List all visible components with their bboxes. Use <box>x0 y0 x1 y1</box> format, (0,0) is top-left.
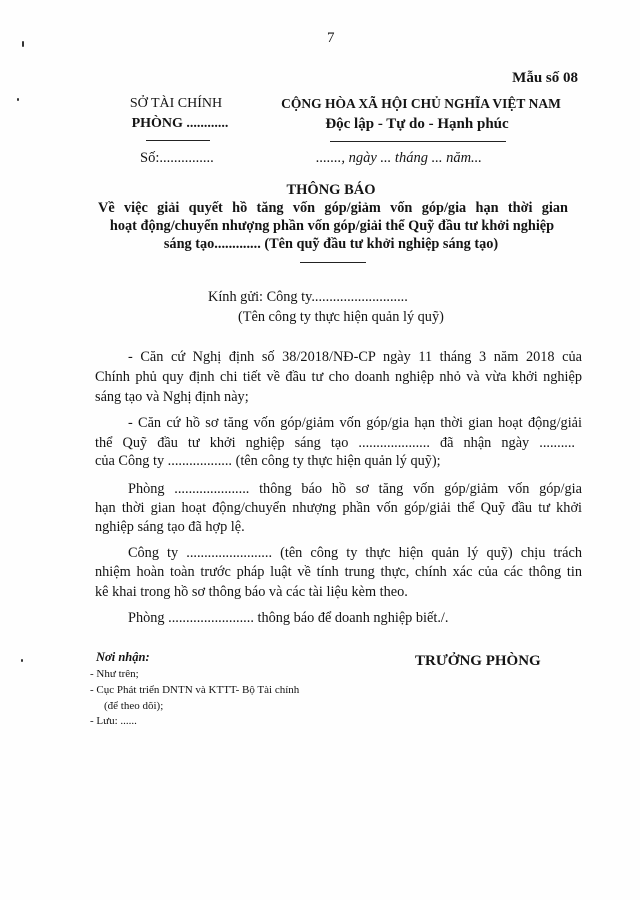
paragraph-line: Chính phủ quy định chi tiết về đầu tư cho doanh nghiệp nhỏ và vừa khởi nghiệp <box>95 369 582 385</box>
scan-speck <box>22 41 24 47</box>
subject-line: sáng tạo............. (Tên quỹ đầu tư khởi nghiệp sáng tạo) <box>163 236 499 252</box>
paragraph-line: Phòng ........................ thông báo để doanh nghiệp biết./. <box>128 610 449 626</box>
paragraph-line: - Căn cứ Nghị định số 38/2018/NĐ-CP ngày 11 tháng 3 năm 2018 của <box>128 349 582 365</box>
paragraph-line: Công ty ........................ (tên công ty thực hiện quản lý quỹ) chịu trách <box>128 545 582 561</box>
agency-name: SỞ TÀI CHÍNH <box>129 96 223 111</box>
recipient-item: - Lưu: ...... <box>90 715 137 727</box>
page-number: 7 <box>327 30 335 46</box>
scan-speck <box>21 659 23 662</box>
national-motto: Độc lập - Tự do - Hạnh phúc <box>325 116 509 132</box>
paragraph-line: nhiệm hoàn toàn trước pháp luật về tính trung thực, chính xác của các thông tin <box>95 564 582 580</box>
paragraph-line: Phòng ..................... thông báo hồ sơ tăng vốn góp/giảm vốn góp/gia <box>128 481 582 497</box>
addressee-note: (Tên công ty thực hiện quản lý quỹ) <box>238 309 444 325</box>
paragraph-line: nghiệp sáng tạo đã hợp lệ. <box>95 519 245 535</box>
subject-line: Về việc giải quyết hồ tăng vốn góp/giảm vốn góp/gia hạn thời gian <box>98 200 568 216</box>
subject-line: hoạt động/chuyển nhượng phần vốn góp/giải thể Quỹ đầu tư khởi nghiệp <box>109 218 555 234</box>
paragraph-line: thể Quỹ đầu tư khởi nghiệp sáng tạo .................... đã nhận ngày .......... <box>95 435 575 451</box>
recipient-item: - Như trên; <box>90 668 139 680</box>
document-heading: THÔNG BÁO <box>286 182 376 198</box>
addressee-line: Kính gửi: Công ty........................... <box>208 289 408 305</box>
document-number: Số:............... <box>140 150 214 166</box>
date-line: ......., ngày ... tháng ... năm... <box>316 150 482 166</box>
country-name: CỘNG HÒA XÃ HỘI CHỦ NGHĨA VIỆT NAM <box>281 96 561 111</box>
recipient-item: (để theo dõi); <box>104 700 164 712</box>
right-header-rule <box>330 141 506 142</box>
recipients-label: Nơi nhận: <box>96 650 150 664</box>
form-number: Mẫu số 08 <box>512 70 578 86</box>
paragraph-line: - Căn cứ hồ sơ tăng vốn góp/giảm vốn góp/gia hạn thời gian hoạt động/giải <box>128 415 582 431</box>
paragraph-line: hạn thời gian hoạt động/chuyển nhượng phần vốn góp/giải thể Quỹ đầu tư khởi <box>95 500 582 516</box>
title-rule <box>300 262 366 263</box>
department-name: PHÒNG ............ <box>131 116 229 131</box>
signature-title: TRƯỞNG PHÒNG <box>415 653 541 669</box>
paragraph-line: kê khai trong hồ sơ thông báo và các tài liệu kèm theo. <box>95 584 408 600</box>
paragraph-line: của Công ty .................. (tên công ty thực hiện quản lý quỹ); <box>95 453 441 469</box>
recipient-item: - Cục Phát triển DNTN và KTTT- Bộ Tài chính <box>90 684 300 696</box>
paragraph-line: sáng tạo và Nghị định này; <box>95 389 249 405</box>
left-header-rule <box>146 140 210 141</box>
scan-speck <box>17 98 19 101</box>
